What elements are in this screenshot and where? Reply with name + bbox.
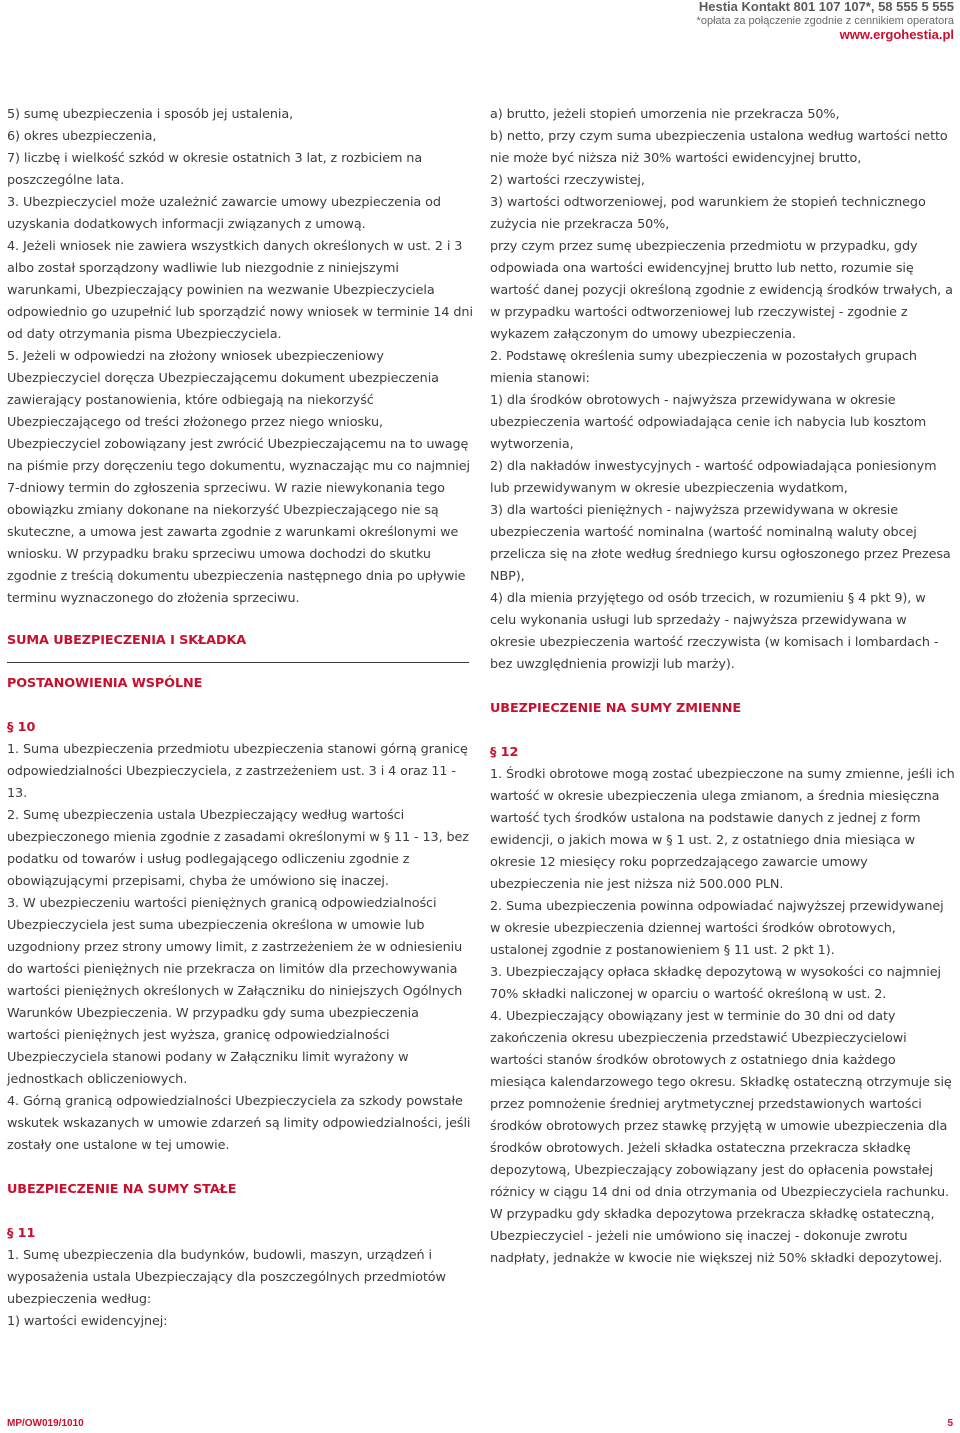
paragraph: 3. Ubezpieczający opłaca składkę depozytową w wysokości co najmniej 70% składki naliczonej w oparciu o wartość określoną w ust. 2. bbox=[490, 965, 941, 1002]
paragraph: 2. Podstawę określenia sumy ubezpieczenia w pozostałych grupach mienia stanowi: bbox=[490, 349, 917, 386]
paragraph: 1. Sumę ubezpieczenia dla budynków, budowli, maszyn, urządzeń i wyposażenia ustala Ubezpieczający dla poszczególnych przedmiotów ubezpieczenia według: bbox=[7, 1248, 446, 1307]
hotline-text: Hestia Kontakt 801 107 107*, 58 555 5 555 bbox=[698, 0, 954, 14]
paragraph: 2) wartości rzeczywistej, bbox=[490, 173, 645, 188]
paragraph: b) netto, przy czym suma ubezpieczenia ustalona według wartości netto nie może być niższa niż 30% wartości ewidencyjnej brutto, bbox=[490, 129, 948, 166]
paragraph: 6) okres ubezpieczenia, bbox=[7, 129, 157, 144]
paragraph: 1) wartości ewidencyjnej: bbox=[7, 1314, 168, 1329]
section-heading-stale: UBEZPIECZENIE NA SUMY STAŁE bbox=[7, 1182, 237, 1197]
paragraph: 5) sumę ubezpieczenia i sposób jej ustalenia, bbox=[7, 107, 294, 122]
paragraph: 2) dla nakładów inwestycyjnych - wartość odpowiadająca poniesionym lub przewidywanym w okresie ubezpieczenia wydatkom, bbox=[490, 459, 937, 496]
section-heading-wspolne: POSTANOWIENIA WSPÓLNE bbox=[7, 676, 203, 691]
hotline-note: *opłata za połączenie zgodnie z cennikiem operatora bbox=[696, 14, 954, 27]
paragraph: 1. Środki obrotowe mogą zostać ubezpieczone na sumy zmienne, jeśli ich wartość w okresie ubezpieczenia ulega zmianom, a średnia miesięczna wartość tych środków ustalona na podstawie danych z jednej z form ewidencji, o jakich mowa w § 1 ust. 2, z ostatniego dnia miesiąca w okresie 12 miesięcy roku poprzedzającego zawarcie umowy ubezpieczenia nie jest niższa niż 500.000 PLN. bbox=[490, 767, 955, 892]
paragraph: 4. Górną granicą odpowiedzialności Ubezpieczyciela za szkody powstałe wskutek wskazanych w umowie zdarzeń są limity odpowiedzialności, jeśli zostały one ustalone w tej umowie. bbox=[7, 1094, 471, 1153]
page-number: 5 bbox=[947, 1418, 953, 1429]
right-column bbox=[490, 104, 955, 1270]
paragraph: a) brutto, jeżeli stopień umorzenia nie przekracza 50%, bbox=[490, 107, 840, 122]
paragraph: 4. Ubezpieczający obowiązany jest w terminie do 30 dni od daty zakończenia okresu ubezpieczenia przedstawić Ubezpieczycielowi wartości stanów środków obrotowych z ostatniego dnia każdego miesiąca kalendarzowego tego okresu. Składkę ostateczną otrzymuje się przez pomnożenie średniej arytmetycznej przedstawionych wartości środków obrotowych przez stawkę przyjętą w umowie ubezpieczenia dla środków obrotowych. Jeżeli składka ostateczna przekracza składkę depozytową, Ubezpieczający zobowiązany jest do opłacenia powstałej różnicy w ciągu 14 dni od dnia otrzymania od Ubezpieczyciela rachunku. W przypadku gdy składka depozytowa przekracza składkę ostateczną, Ubezpieczyciel - jeżeli nie umówiono się inaczej - dokonuje zwrotu nadpłaty, jednakże w kwocie nie większej niż 50% składki depozytowej. bbox=[490, 1009, 952, 1266]
paragraph: 1. Suma ubezpieczenia przedmiotu ubezpieczenia stanowi górną granicę odpowiedzialności Ubezpieczyciela, z zastrzeżeniem ust. 3 i 4 oraz 11 - 13. bbox=[7, 742, 468, 801]
paragraph: 4. Jeżeli wniosek nie zawiera wszystkich danych określonych w ust. 2 i 3 albo został sporządzony wadliwie lub niezgodnie z niniejszymi warunkami, Ubezpieczający powinien na wezwanie Ubezpieczyciela odpowiednio go uzupełnić lub sporządzić nowy wniosek w terminie 14 dni od daty otrzymania pisma Ubezpieczyciela. bbox=[7, 239, 473, 342]
paragraph: 5. Jeżeli w odpowiedzi na złożony wniosek ubezpieczeniowy Ubezpieczyciel doręcza Ubezpieczającemu dokument ubezpieczenia zawierający postanowienia, które odbiegają na niekorzyść Ubezpieczającego od treści złożonego przez niego wniosku, Ubezpieczyciel zobowiązany jest zwrócić Ubezpieczającemu na to uwagę na piśmie przy doręczeniu tego dokumentu, wyznaczając mu co najmniej 7-dniowy termin do zgłoszenia sprzeciwu. W razie niewykonania tego obowiązku zmiany dokonane na niekorzyść Ubezpieczającego nie są skuteczne, a umowa jest zawarta zgodnie z warunkami określonymi we wniosku. W przypadku braku sprzeciwu umowa dochodzi do skutku zgodnie z treścią dokumentu ubezpieczenia następnego dnia po upływie terminu wyznaczonego do złożenia sprzeciwu. bbox=[7, 349, 470, 606]
section-heading-zmienne: UBEZPIECZENIE NA SUMY ZMIENNE bbox=[490, 701, 742, 716]
paragraph: 1) dla środków obrotowych - najwyższa przewidywana w okresie ubezpieczenia wartość odpowiadająca cenie ich nabycia lub kosztom wytworzenia, bbox=[490, 393, 927, 452]
paragraph: 3) dla wartości pieniężnych - najwyższa przewidywana w okresie ubezpieczenia wartość nominalna (wartość nominalną waluty obcej przelicza się na złote według średniego kursu ogłoszonego przez Prezesa NBP), bbox=[490, 503, 951, 584]
paragraph-number-11: § 11 bbox=[7, 1226, 36, 1241]
paragraph: 4) dla mienia przyjętego od osób trzecich, w rozumieniu § 4 pkt 9), w celu wykonania usługi lub sprzedaży - najwyższa przewidywana w okresie ubezpieczenia wartość rzeczywista (w komisach i lombardach - bez uwzględnienia prowizji lub marży). bbox=[490, 591, 939, 672]
paragraph: 2. Sumę ubezpieczenia ustala Ubezpieczający według wartości ubezpieczonego mienia zgodnie z zasadami określonymi w § 11 - 13, bez podatku od towarów i usług podlegającego odliczeniu zgodnie z obowiązującymi przepisami, chyba że umówiono się inaczej. bbox=[7, 808, 469, 889]
divider bbox=[7, 662, 469, 663]
left-column bbox=[7, 104, 475, 1333]
website-link[interactable]: www.ergohestia.pl bbox=[839, 26, 954, 42]
paragraph: 2. Suma ubezpieczenia powinna odpowiadać najwyższej przewidywanej w okresie ubezpieczenia dziennej wartości środków obrotowych, ustalonej zgodnie z postanowieniem § 11 ust. 2 pkt 1). bbox=[490, 899, 944, 958]
paragraph-number-10: § 10 bbox=[7, 720, 36, 735]
paragraph: 3) wartości odtworzeniowej, pod warunkiem że stopień technicznego zużycia nie przekracza 50%, bbox=[490, 195, 926, 232]
section-heading-suma: SUMA UBEZPIECZENIA I SKŁADKA bbox=[7, 633, 247, 648]
paragraph: 3. W ubezpieczeniu wartości pieniężnych granicą odpowiedzialności Ubezpieczyciela jest suma ubezpieczenia określona w umowie lub uzgodniony przez strony umowy limit, z zastrzeżeniem że w odniesieniu do wartości pieniężnych nie przekracza on limitów dla przechowywania wartości pieniężnych określonych w Załączniku do niniejszych Ogólnych Warunków Ubezpieczenia. W przypadku gdy suma ubezpieczenia wartości pieniężnych jest wyższa, granicę odpowiedzialności Ubezpieczyciela stanowi podany w Załączniku limit wyrażony w jednostkach obliczeniowych. bbox=[7, 896, 463, 1087]
paragraph: 7) liczbę i wielkość szkód w okresie ostatnich 3 lat, z rozbiciem na poszczególne lata. bbox=[7, 151, 423, 188]
paragraph-number-12: § 12 bbox=[490, 745, 519, 760]
paragraph: przy czym przez sumę ubezpieczenia przedmiotu w przypadku, gdy odpowiada ona wartości ewidencyjnej brutto lub netto, rozumie się wartość danej pozycji określoną zgodnie z ewidencją środków trwałych, a w przypadku wartości odtworzeniowej lub rzeczywistej - zgodnie z wykazem załączonym do umowy ubezpieczenia. bbox=[490, 239, 953, 342]
page-header bbox=[697, 0, 954, 43]
document-code: MP/OW019/1010 bbox=[7, 1418, 84, 1429]
paragraph: 3. Ubezpieczyciel może uzależnić zawarcie umowy ubezpieczenia od uzyskania dodatkowych informacji związanych z umową. bbox=[7, 195, 441, 232]
